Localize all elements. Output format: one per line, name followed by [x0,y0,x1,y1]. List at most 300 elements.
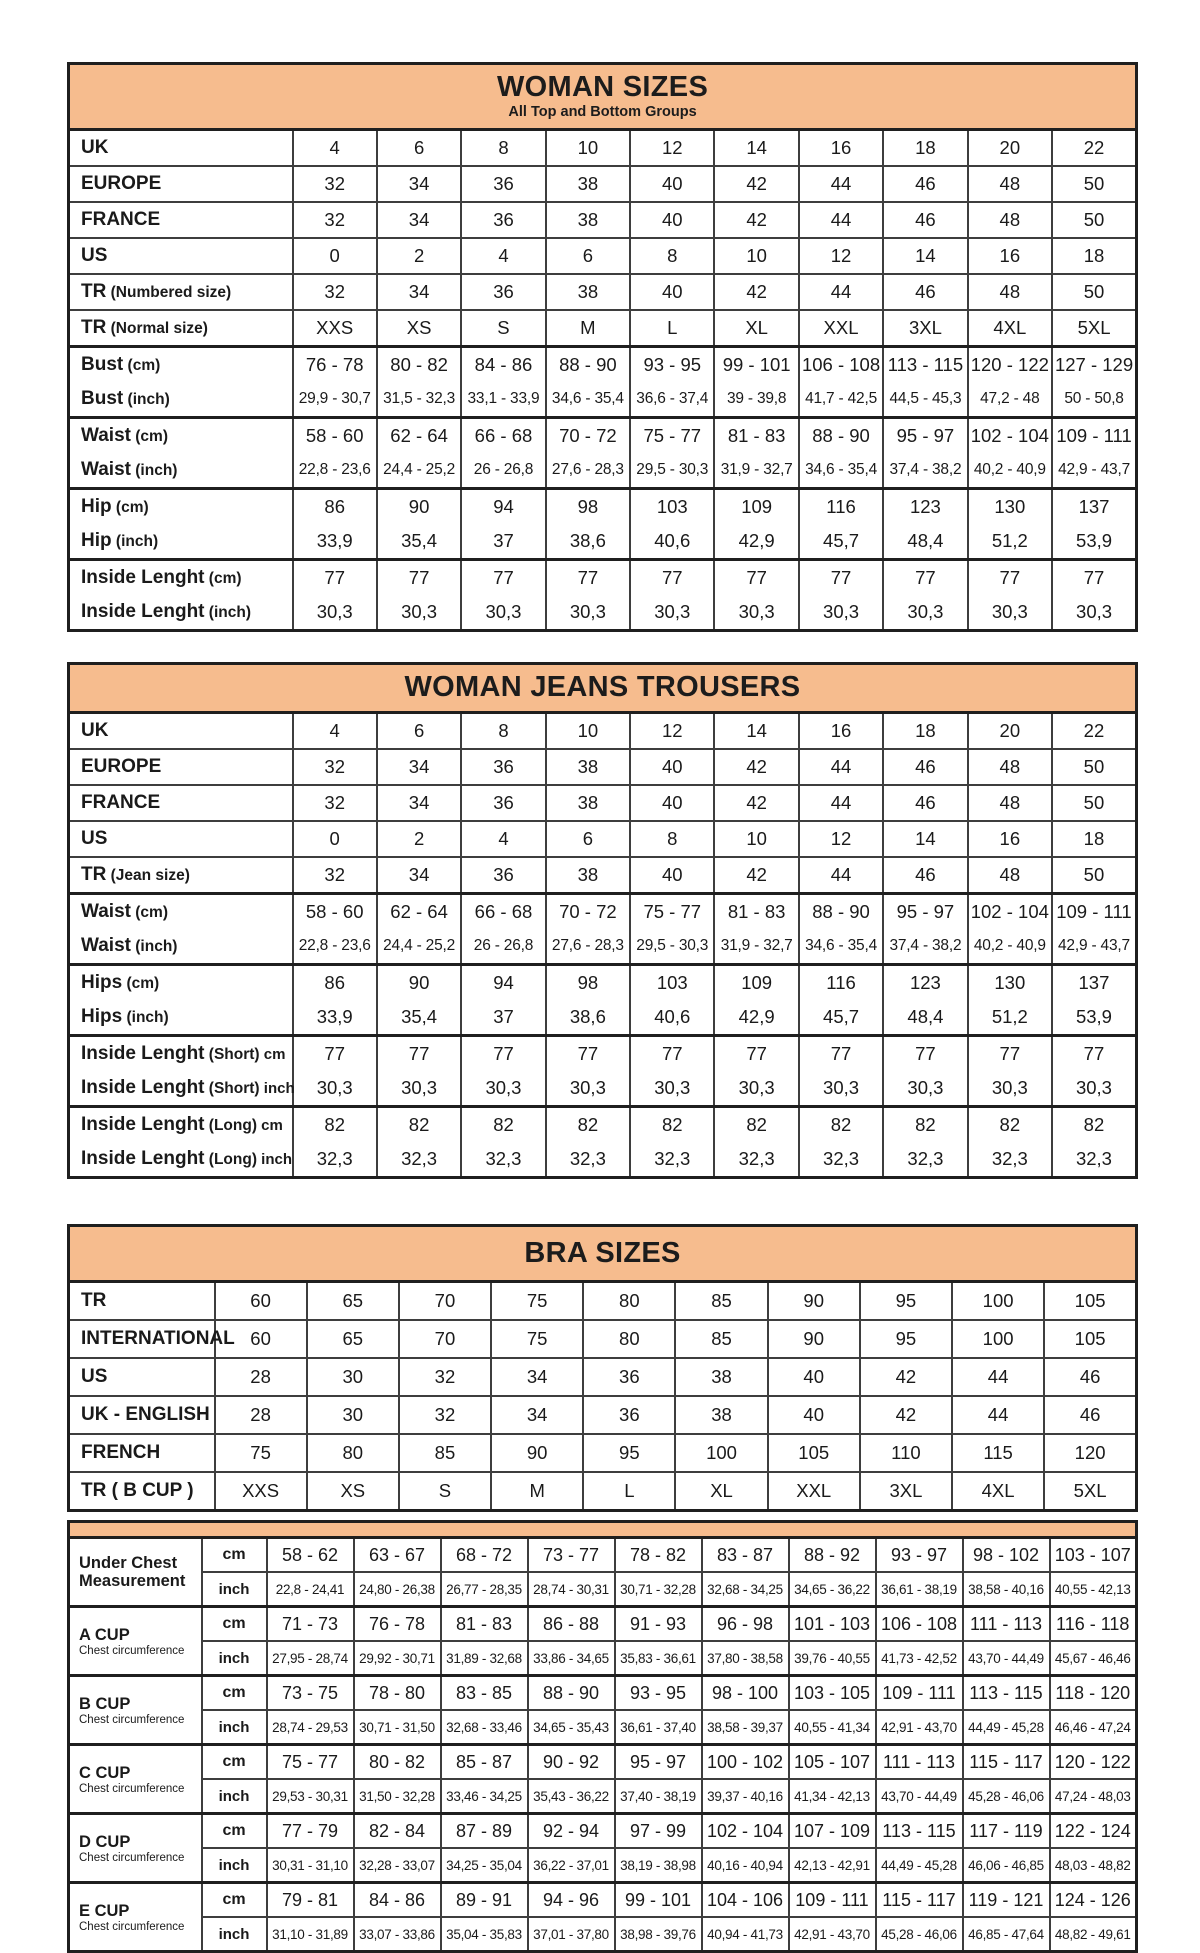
size-cell: 37,4 - 38,2 [883,929,967,965]
size-cell: 18 [883,712,967,749]
size-cell: 80 - 82 [377,347,461,383]
size-cell: 30,3 [799,1071,883,1107]
size-row [69,560,1137,596]
size-cell: 36 [583,1396,675,1434]
size-cell: 102 - 104 [968,418,1052,454]
size-cell: 46,46 - 47,24 [1050,1710,1137,1745]
row-label: Bust (inch) [69,382,293,418]
size-cell: 84 - 86 [461,347,545,383]
size-cell: 48,4 [883,1000,967,1036]
size-cell: 38 [675,1358,767,1396]
size-cell: 53,9 [1052,1000,1136,1036]
size-cell: 40 [630,785,714,821]
size-cell: 73 - 77 [528,1538,615,1573]
size-cell: 38,6 [546,524,630,560]
unit-cell: cm [202,1814,267,1849]
row-label: UK [69,712,293,749]
size-cell: 42 [714,274,798,310]
size-cell: 38,98 - 39,76 [615,1917,702,1952]
size-cell: 44,5 - 45,3 [883,382,967,418]
size-row [69,893,1137,929]
size-cell: 32 [293,749,377,785]
size-cell: 100 [952,1320,1044,1358]
size-cell: 77 [377,1035,461,1071]
size-cell: 82 [799,1106,883,1142]
size-cell: 85 [675,1320,767,1358]
size-cell: 81 - 83 [441,1607,528,1642]
size-cell: 77 - 79 [267,1814,354,1849]
size-cell: 3XL [860,1472,952,1511]
size-cell: 90 [377,964,461,1000]
size-cell: 42,9 [714,1000,798,1036]
size-cell: 32,3 [883,1142,967,1178]
size-cell: 34 [377,749,461,785]
size-cell: 109 - 111 [876,1676,963,1711]
size-cell: 115 - 117 [963,1745,1050,1780]
size-cell: 37,80 - 38,58 [702,1641,789,1676]
size-cell: 66 - 68 [461,893,545,929]
size-cell: 30,3 [461,595,545,631]
size-cell: 93 - 95 [615,1676,702,1711]
size-cell: 16 [968,821,1052,857]
size-cell: 98 - 100 [702,1676,789,1711]
size-row [69,1282,1137,1321]
size-row [69,347,1137,383]
size-cell: 98 - 102 [963,1538,1050,1573]
cup-cm-row [69,1538,1137,1573]
size-cell: 44 [799,785,883,821]
size-cell: 87 - 89 [441,1814,528,1849]
row-label: Hip (cm) [69,489,293,525]
size-cell: 48 [968,785,1052,821]
cup-cm-row [69,1676,1137,1711]
size-cell: 6 [546,821,630,857]
size-cell: 29,92 - 30,71 [354,1641,441,1676]
size-cell: 34 [377,274,461,310]
size-cell: 42 [714,166,798,202]
size-cell: 4 [461,821,545,857]
size-cell: 39 - 39,8 [714,382,798,418]
size-cell: 36,6 - 37,4 [630,382,714,418]
size-cell: 18 [1052,821,1136,857]
size-cell: 31,50 - 32,28 [354,1779,441,1814]
size-cell: 12 [799,821,883,857]
size-cell: 26 - 26,8 [461,929,545,965]
size-cell: 31,89 - 32,68 [441,1641,528,1676]
size-cell: 75 - 77 [630,893,714,929]
size-cell: 77 [968,560,1052,596]
size-cell: 46 [883,202,967,238]
bra-sizes-title: BRA SIZES [524,1236,681,1269]
size-cell: 113 - 115 [883,347,967,383]
size-cell: 38 [546,857,630,894]
size-cell: 44 [952,1396,1044,1434]
size-cell: 86 - 88 [528,1607,615,1642]
table-gap [67,1179,1200,1224]
size-cell: 46 [883,274,967,310]
size-cell: 22 [1052,712,1136,749]
cup-inch-row [69,1641,1137,1676]
row-label: TR [69,1282,215,1321]
size-cell: 113 - 115 [876,1814,963,1849]
cup-inch-row [69,1710,1137,1745]
size-cell: 30 [307,1358,399,1396]
size-cell: 29,9 - 30,7 [293,382,377,418]
size-cell: 2 [377,238,461,274]
size-cell: S [461,310,545,347]
size-cell: 35,4 [377,524,461,560]
size-cell: 73 - 75 [267,1676,354,1711]
size-cell: 60 [215,1320,307,1358]
size-cell: 45,28 - 46,06 [963,1779,1050,1814]
size-cell: 48 [968,857,1052,894]
size-row [69,166,1137,202]
cup-row-label: D CUP Chest circumference [69,1814,202,1883]
size-cell: 91 - 93 [615,1607,702,1642]
size-cell: 88 - 90 [799,418,883,454]
size-cell: 8 [630,821,714,857]
size-cell: M [491,1472,583,1511]
size-cell: 29,5 - 30,3 [630,453,714,489]
size-cell: 83 - 87 [702,1538,789,1573]
size-cell: 27,6 - 28,3 [546,929,630,965]
size-cell: 106 - 108 [876,1607,963,1642]
size-cell: 34,6 - 35,4 [799,453,883,489]
size-cell: 70 - 72 [546,418,630,454]
size-cell: 32 [293,785,377,821]
size-cell: 33,86 - 34,65 [528,1641,615,1676]
woman-jeans-title: WOMAN JEANS TROUSERS [404,671,801,704]
size-cell: 50 [1052,749,1136,785]
size-cell: 105 - 107 [789,1745,876,1780]
size-cell: 43,70 - 44,49 [876,1779,963,1814]
size-cell: 94 - 96 [528,1883,615,1918]
size-cell: 46 [1044,1358,1136,1396]
size-cell: 8 [461,712,545,749]
size-cell: 40 [630,274,714,310]
row-label: Waist (cm) [69,893,293,929]
size-cell: 18 [883,130,967,167]
size-cell: 85 - 87 [441,1745,528,1780]
size-cell: 70 [399,1282,491,1321]
size-cell: 109 [714,489,798,525]
size-cell: 39,76 - 40,55 [789,1641,876,1676]
size-row [69,130,1137,167]
size-cell: 77 [293,560,377,596]
size-cell: 30,3 [546,595,630,631]
size-cell: 42,9 - 43,7 [1052,929,1136,965]
unit-cell: cm [202,1883,267,1918]
size-cell: 36 [583,1358,675,1396]
size-cell: 4 [293,130,377,167]
size-cell: 137 [1052,964,1136,1000]
size-cell: 103 [630,964,714,1000]
size-cell: 50 [1052,202,1137,238]
size-cell: 34,25 - 35,04 [441,1848,528,1883]
size-cell: 50 - 50,8 [1052,382,1137,418]
size-cell: 38 [546,274,630,310]
row-label: TR (Normal size) [69,310,293,347]
size-cell: 34,65 - 36,22 [789,1572,876,1607]
size-row [69,1142,1137,1178]
row-label: Inside Lenght (Short) cm [69,1035,293,1071]
size-cell: 38,58 - 40,16 [963,1572,1050,1607]
size-cell: 39,37 - 40,16 [702,1779,789,1814]
size-cell: 95 - 97 [883,893,967,929]
size-cell: XS [377,310,461,347]
size-cell: 40,2 - 40,9 [968,929,1052,965]
size-cell: XS [307,1472,399,1511]
unit-cell: inch [202,1848,267,1883]
size-row [69,964,1137,1000]
size-cell: 75 [491,1320,583,1358]
size-cell: 77 [714,560,798,596]
size-row [69,1071,1137,1107]
size-cell: 33,46 - 34,25 [441,1779,528,1814]
size-cell: 27,95 - 28,74 [267,1641,354,1676]
size-cell: 18 [1052,238,1137,274]
size-cell: 48 [968,202,1052,238]
unit-cell: inch [202,1917,267,1952]
woman-jeans-header [69,664,1137,712]
size-cell: 31,9 - 32,7 [714,929,798,965]
size-cell: 42,9 [714,524,798,560]
size-cell: 36,61 - 37,40 [615,1710,702,1745]
size-cell: 94 [461,964,545,1000]
size-cell: 113 - 115 [963,1676,1050,1711]
size-cell: 34,6 - 35,4 [799,929,883,965]
size-cell: 29,53 - 30,31 [267,1779,354,1814]
size-cell: 62 - 64 [377,893,461,929]
size-cell: 32 [293,166,377,202]
woman-sizes-title: WOMAN SIZES [496,71,709,103]
size-cell: 33,9 [293,1000,377,1036]
size-cell: 35,83 - 36,61 [615,1641,702,1676]
size-cell: 68 - 72 [441,1538,528,1573]
size-cell: 40,55 - 41,34 [789,1710,876,1745]
size-row [69,382,1137,418]
size-cell: 95 [860,1282,952,1321]
size-cell: 116 [799,489,883,525]
size-cell: 32 [399,1358,491,1396]
size-cell: 32 [293,274,377,310]
size-cell: 44,49 - 45,28 [876,1848,963,1883]
size-cell: 44 [799,749,883,785]
size-cell: 82 [461,1106,545,1142]
size-cell: 82 [1052,1106,1136,1142]
size-cell: 119 - 121 [963,1883,1050,1918]
size-cell: 6 [377,712,461,749]
size-cell: 30,3 [883,1071,967,1107]
size-cell: 42,9 - 43,7 [1052,453,1137,489]
size-cell: 38,19 - 38,98 [615,1848,702,1883]
size-cell: 82 [968,1106,1052,1142]
size-cell: 44 [952,1358,1044,1396]
size-cell: 78 - 80 [354,1676,441,1711]
size-cell: 89 - 91 [441,1883,528,1918]
size-cell: 46 [883,166,967,202]
size-cell: 32,28 - 33,07 [354,1848,441,1883]
size-cell: 8 [630,238,714,274]
size-cell: 97 - 99 [615,1814,702,1849]
size-cell: 30,3 [1052,1071,1136,1107]
size-cell: 77 [293,1035,377,1071]
size-row [69,1000,1137,1036]
size-cell: 30,3 [799,595,883,631]
size-cell: 27,6 - 28,3 [546,453,630,489]
size-cell: 30 [307,1396,399,1434]
size-cell: 32,3 [377,1142,461,1178]
row-label: Inside Lenght (cm) [69,560,293,596]
size-cell: 36 [461,274,545,310]
size-cell: 122 - 124 [1050,1814,1137,1849]
size-row [69,524,1137,560]
size-row [69,274,1137,310]
size-cell: 37,40 - 38,19 [615,1779,702,1814]
size-cell: 77 [799,1035,883,1071]
size-cell: 2 [377,821,461,857]
size-cell: 51,2 [968,524,1052,560]
size-cell: 10 [714,821,798,857]
size-cell: 103 - 105 [789,1676,876,1711]
size-cell: 99 - 101 [714,347,798,383]
size-cell: 77 [630,560,714,596]
size-cell: 40 [630,202,714,238]
size-cell: 20 [968,712,1052,749]
size-cell: 30,3 [630,1071,714,1107]
size-cell: 78 - 82 [615,1538,702,1573]
size-cell: 42 [714,857,798,894]
size-cell: 30,31 - 31,10 [267,1848,354,1883]
size-cell: 38 [546,785,630,821]
size-cell: 75 [491,1282,583,1321]
size-cell: 36 [461,785,545,821]
size-cell: 42 [860,1396,952,1434]
size-cell: 34 [491,1358,583,1396]
size-cell: 30,3 [714,595,798,631]
size-cell: 22,8 - 23,6 [293,453,377,489]
size-cell: 34 [377,202,461,238]
size-cell: 50 [1052,857,1136,894]
woman-sizes-table [67,62,1138,632]
size-cell: 88 - 90 [546,347,630,383]
row-label: FRANCE [69,202,293,238]
size-cell: 80 [583,1320,675,1358]
size-cell: L [630,310,714,347]
size-cell: 32,3 [630,1142,714,1178]
size-cell: 34 [491,1396,583,1434]
size-cell: 115 [952,1434,1044,1472]
size-cell: 70 [399,1320,491,1358]
row-label: Waist (inch) [69,453,293,489]
size-cell: XXS [215,1472,307,1511]
size-cell: 32,3 [968,1142,1052,1178]
row-label: Bust (cm) [69,347,293,383]
unit-cell: inch [202,1779,267,1814]
size-cell: 98 [546,964,630,1000]
size-cell: 86 [293,964,377,1000]
size-cell: 30,3 [293,1071,377,1107]
size-cell: 40,6 [630,524,714,560]
size-cell: 130 [968,489,1052,525]
size-cell: 46,06 - 46,85 [963,1848,1050,1883]
size-cell: 103 [630,489,714,525]
size-row [69,1472,1137,1511]
size-cell: 31,10 - 31,89 [267,1917,354,1952]
size-cell: 82 [883,1106,967,1142]
row-label: Hip (inch) [69,524,293,560]
unit-cell: cm [202,1745,267,1780]
size-cell: 86 [293,489,377,525]
size-cell: 70 - 72 [546,893,630,929]
size-cell: 46 [883,749,967,785]
table-gap [67,632,1200,662]
size-cell: 30,71 - 32,28 [615,1572,702,1607]
size-cell: 40 [630,857,714,894]
size-cell: 0 [293,821,377,857]
size-cell: 42 [860,1358,952,1396]
size-cell: 77 [883,560,967,596]
size-cell: 40,16 - 40,94 [702,1848,789,1883]
size-cell: 30,3 [714,1071,798,1107]
size-cell: 14 [714,130,798,167]
size-cell: 46 [1044,1396,1136,1434]
size-cell: 107 - 109 [789,1814,876,1849]
unit-cell: inch [202,1572,267,1607]
size-cell: 22 [1052,130,1137,167]
size-row [69,857,1137,894]
size-cell: 95 - 97 [883,418,967,454]
size-row [69,712,1137,749]
size-cell: 82 [293,1106,377,1142]
size-cell: 29,5 - 30,3 [630,929,714,965]
size-cell: 48 [968,166,1052,202]
size-cell: 33,9 [293,524,377,560]
size-cell: 58 - 62 [267,1538,354,1573]
size-cell: 117 - 119 [963,1814,1050,1849]
size-cell: 75 [215,1434,307,1472]
size-cell: 45,7 [799,1000,883,1036]
size-cell: 4XL [952,1472,1044,1511]
size-row [69,821,1137,857]
size-row [69,1320,1137,1358]
size-cell: 30,3 [377,595,461,631]
size-cell: 85 [675,1282,767,1321]
size-cell: 76 - 78 [354,1607,441,1642]
size-cell: 81 - 83 [714,418,798,454]
size-cell: 100 [952,1282,1044,1321]
size-cell: 65 [307,1282,399,1321]
size-cell: 66 - 68 [461,418,545,454]
size-cell: 47,2 - 48 [968,382,1052,418]
size-cell: S [399,1472,491,1511]
size-cell: 40 [768,1396,860,1434]
size-row [69,238,1137,274]
size-cell: 102 - 104 [968,893,1052,929]
row-label: Inside Lenght (inch) [69,595,293,631]
size-cell: 137 [1052,489,1137,525]
bra-sizes-table [67,1224,1138,1512]
row-label: US [69,238,293,274]
size-cell: 34 [377,857,461,894]
size-cell: 34,65 - 35,43 [528,1710,615,1745]
size-cell: 76 - 78 [293,347,377,383]
size-cell: 90 [768,1282,860,1321]
size-cell: 38 [546,166,630,202]
size-cell: 35,4 [377,1000,461,1036]
size-cell: 95 [583,1434,675,1472]
woman-sizes-subtitle: All Top and Bottom Groups [508,104,697,121]
